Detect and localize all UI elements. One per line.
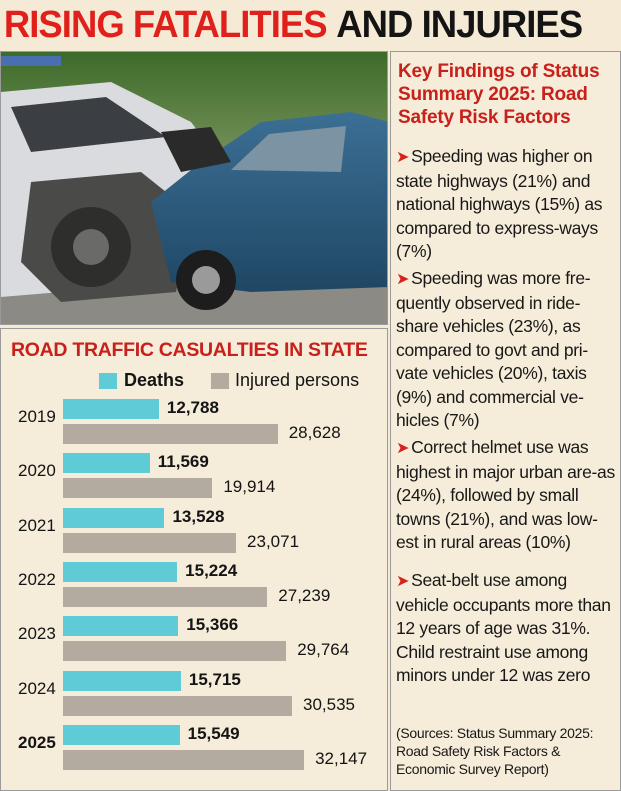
deaths-bar [63, 453, 150, 473]
deaths-value-label: 15,366 [186, 615, 239, 635]
finding-item: ➤ Speeding was more fre-quently observed in ride-share vehicles (23%), as compared to govt and pri-vate vehicles (20%), taxis (9%) and commercial ve-hicles (7%) [396, 268, 591, 430]
sources-note: (Sources: Status Summary 2025: Road Safety Risk Factors & Economic Survey Report) [396, 725, 594, 777]
deaths-value-label: 15,224 [185, 560, 238, 580]
finding-item: ➤ Seat-belt use among vehicle occupants more than 12 years of age was 31%. Child restraint use among minors under 12 was zero [396, 570, 611, 685]
deaths-value-label: 15,715 [188, 669, 241, 689]
injured-bar [63, 696, 292, 716]
finding-item: ➤ Speeding was higher on state highways (21%) and national highways (15%) as compared to express-ways (7%) [396, 146, 603, 261]
injured-value-label: 19,914 [223, 477, 276, 497]
deaths-value-label: 11,569 [157, 452, 209, 472]
year-label: 2019 [18, 407, 56, 426]
injured-bar [63, 533, 236, 553]
arrow-icon: ➤ [396, 573, 410, 590]
arrow-icon: ➤ [396, 271, 410, 288]
chart-title: ROAD TRAFFIC CASUALTIES IN STATE [11, 339, 368, 361]
headline [0, 0, 596, 50]
deaths-bar [63, 399, 159, 419]
car-crash-illustration [1, 52, 388, 325]
deaths-value-label: 13,528 [172, 506, 225, 526]
headline-red: RISING FATALITIES [3, 3, 327, 46]
deaths-bar [63, 725, 180, 745]
injured-value-label: 30,535 [303, 694, 355, 714]
year-label: 2025 [18, 732, 56, 752]
injured-bar [63, 424, 278, 444]
arrow-icon: ➤ [396, 149, 410, 166]
deaths-bar [63, 562, 177, 582]
legend-injured-label: Injured persons [235, 370, 360, 390]
year-label: 2023 [18, 624, 56, 644]
year-label: 2021 [18, 515, 56, 535]
injured-value-label: 23,071 [247, 531, 300, 551]
injured-bar [63, 641, 286, 661]
year-label: 2022 [18, 569, 56, 589]
injured-value-label: 27,239 [278, 585, 331, 605]
deaths-value-label: 15,549 [187, 723, 240, 743]
deaths-bar [63, 616, 178, 636]
key-findings-title: Key Findings of Status Summary 2025: Road Safety Risk Factors [398, 61, 600, 128]
injured-bar [63, 587, 267, 607]
deaths-bar [63, 671, 181, 691]
car-crash-photo [0, 51, 388, 325]
year-label: 2024 [18, 678, 56, 698]
injured-bar [63, 750, 304, 770]
legend-injured-swatch [211, 373, 229, 389]
year-label: 2020 [18, 461, 56, 481]
legend-deaths-label: Deaths [124, 370, 185, 390]
injured-value-label: 29,764 [297, 640, 350, 660]
deaths-bar [63, 508, 164, 528]
headline-black: AND INJURIES [336, 3, 583, 46]
arrow-icon: ➤ [396, 440, 410, 457]
finding-item: ➤ Correct helmet use was highest in major urban are-as (24%), followed by small towns (21%), and was low-est in rural areas (10%) [396, 437, 615, 552]
injured-bar [63, 478, 212, 498]
injured-value-label: 32,147 [315, 748, 368, 768]
deaths-value-label: 12,788 [166, 398, 219, 417]
legend-deaths-swatch [99, 373, 117, 389]
injured-value-label: 28,628 [288, 423, 341, 442]
